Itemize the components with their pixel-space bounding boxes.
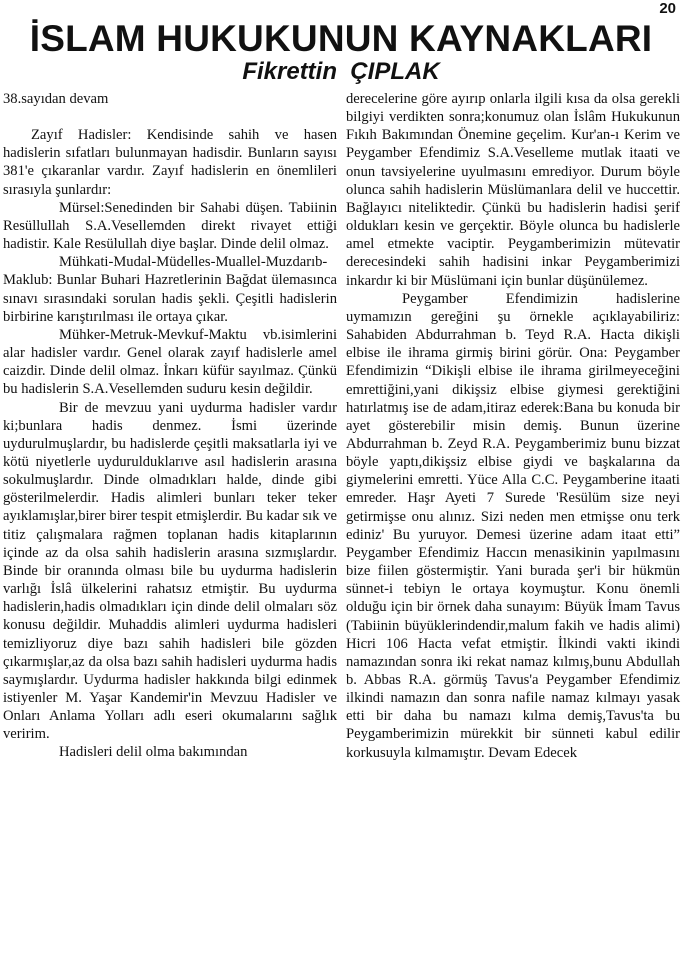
paragraph: Bir de mevzuu yani uydurma hadisler vardır ki;bunlara hadis denmez. İsmi üzerinde uydurulmuşlardır, bu hadislerde çeşitli maksatlarla iyi ve kötü niyetlerle uydurulduklarıve asıl hadislerin arasına sokulmuşlardır. Dinde olmadıkları halde, dinde gibi gösterilmelerdir. Hadis alimleri bunları teker teker ayıklamışlar,birer birer tespit etmişlerdir. Bu kadar sık ve titiz çalışmalara rağmen toplanan hadis kitaplarının içinde az da olsa sahih hadislerin arasına sızmışlardır. Binde bir oranında olması bile bu uydurma hadislerin varlığı İslâ ülkelerini rahatsız etmiştir. Bu uydurma hadislerin,hadis olmadıkları için dinde delil olmaları söz konusu değildir. Muhaddis alimleri uydurma hadisleri temizliyoruz diye bazı sahih hadisleri bile gözden çıkarmışlar,az da olsa bazı sahih hadisleri uydurma hadis saymışlardır. Uydurma hadisler hakkında bilgi edinmek istiyenler M. Yaşar Kandemir'in Mevzuu Hadisler ve Onları Anlama Yolları adlı eseri okumalarını sağlık veririm.: [3, 399, 337, 743]
right-column: [346, 90, 680, 762]
paragraph: Mürsel:Senedinden bir Sahabi düşen. Tabiinin Resüllullah S.A.Vesellemden direkt rivayet ettiği hadistir. Kale Resülullah diye başlar. Dinde delil olmaz.: [3, 199, 337, 253]
continuation-note: 38.sayıdan devam: [3, 91, 109, 107]
paragraph: Peygamber Efendimizin hadislerine uymamızın gereğini şu örnekle açıklayabiliriz: Sahabiden Abdurrahman b. Teyd R.A. Hacta dikişli elbise ile ihrama girmiş birini görür. Ona: Peygamber Efendimizin “Dikişli elbise ile ihrama girilmeyeceğini emrettiğini,yani dikişsiz elbise giymesi gerektiğini hatırlatmış ise de adam,itiraz ederek:Bana bu konuda bir ayet gösterebilir misin demiş. Bunun üzerine Abdurrahman b. Zeyd R.A. Peygamberimiz bunu bizzat böyle yaptı,dikişsiz elbise giydi ve başkalarına da giymelerini emretti. Yüce Alla C.C. Peygamberine itaati emreder. Haşr Ayeti 7 Surede 'Resülüm size neyi getirmişse onu alınız. Sizi neden men etmişse onu terk ediniz' Bu yuruyor. Demesi üzerine adam itaat etti” Peygamber Efendimiz Haccın menasikinin yapılmasını bize fiilen göstermiştir. Yani burada şer'i bir hükmün sünnet-i tebiyn le ortaya koymuştur. Konu önemli olduğu için bir örnek daha sunayım: Büyük İmam Tavus (Tabiinin büyüklerindendir,malum fakih ve hadis alimi) Hicri 106 Hacta vefat etmiştir. İlkindi vakti ikindi namazından sonra iki rekat namaz kılmış,bunu Abdullah b. Abbas R.A. görmüş Tavus'a Peygamber Efendimiz ilkindi namazın dan sonra nafile namaz kılmayı yasak etti bir daha bu namazı kılma demiş,Tavus'ta bu Peygamberimizin mürekkit bir sünneti kabul edilir korkusuyla kılmamıştır. Devam Edecek: [346, 290, 680, 761]
article-author: Fikrettin ÇIPLAK: [242, 58, 440, 85]
paragraph: derecelerine göre ayırıp onlarla ilgili kısa da olsa gerekli bilgiyi verdikten sonra;konumuz olan İslâm Hukukunun Fıkıh Bakımından Önemine geçelim. Kur'an-ı Kerim ve Peygamber Efendimiz S.A.Veselleme mutlak itaati ve onun tavsiyelerine uyulmasını emrediyor. Durum böyle olunca sahih hadislerin Müslümanlara delil ve huccettir. Bağlayıcı niteliktedir. Çünkü bu hadislerin hadisi şerif oldukları kesin ve gerçektir. Böyle olunca bu hadislerle amel etmekte vaciptir. Peygamberimizin mütevatir derecesindeki sahih hadisini inkar Peygamberimizi inkardır ki bir Müslümani için bunlar düşünülemez.: [346, 91, 680, 289]
paragraph: Hadisleri delil olma bakımından: [59, 744, 248, 761]
article-title: İSLAM HUKUKUNUN KAYNAKLARI: [29, 18, 653, 59]
paragraph: Mühkati-Mudal-Müdelles-Muallel-Muzdarıb-Maklub: Bunlar Buhari Hazretlerinin Bağdat ülemasınca sınavı sırasındaki sorulan hadis şekli. Çeşitli hadislerin birbirine karıştırılması ile ortaya çıkar.: [3, 254, 337, 325]
left-column: [3, 90, 337, 762]
paragraph: Zayıf Hadisler: Kendisinde sahih ve hasen hadislerin sıfatları bulunmayan hadisdir. Bunların sayısı 381'e çıkaranlar vardır. Zayıf hadislerin en önemlileri sırasıyla şunlardır:: [3, 127, 337, 198]
page-number: 20: [659, 0, 676, 17]
paragraph: Mühker-Metruk-Mevkuf-Maktu vb.isimlerini alar hadisler vardır. Genel olarak zayıf hadislerle amel caizdir. Dinde delil olmaz. İnkarı küfür sayılmaz. Çünkü bu hadislerin S.A.Vesellemden suduru kesin değildir.: [3, 326, 337, 398]
